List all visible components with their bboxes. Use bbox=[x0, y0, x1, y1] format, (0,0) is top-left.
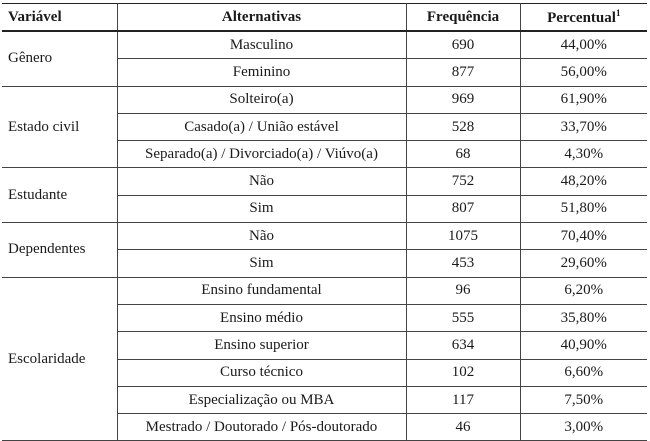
frequency-cell: 752 bbox=[406, 168, 520, 195]
frequency-cell: 634 bbox=[406, 332, 520, 359]
header-percentual-label: Percentual bbox=[547, 9, 616, 26]
frequency-cell: 453 bbox=[406, 250, 520, 277]
frequency-cell: 807 bbox=[406, 195, 520, 222]
alternative-cell: Separado(a) / Divorciado(a) / Viúvo(a) bbox=[117, 141, 406, 168]
header-frequencia: Frequência bbox=[406, 4, 520, 32]
table-body bbox=[2, 31, 647, 441]
data-table bbox=[2, 3, 647, 441]
alternative-cell: Ensino médio bbox=[117, 304, 406, 331]
percent-cell: 4,30% bbox=[520, 141, 647, 168]
alternative-cell: Não bbox=[117, 168, 406, 195]
percent-cell: 61,90% bbox=[520, 86, 647, 113]
percent-cell: 3,00% bbox=[520, 414, 647, 441]
header-percentual-note: 1 bbox=[615, 7, 621, 18]
alternative-cell: Sim bbox=[117, 195, 406, 222]
table-row bbox=[2, 223, 647, 250]
variable-cell: Escolaridade bbox=[2, 277, 117, 441]
percent-cell: 35,80% bbox=[520, 304, 647, 331]
variable-cell: Dependentes bbox=[2, 223, 117, 278]
alternative-cell: Solteiro(a) bbox=[117, 86, 406, 113]
alternative-cell: Sim bbox=[117, 250, 406, 277]
alternative-cell: Não bbox=[117, 223, 406, 250]
frequency-cell: 96 bbox=[406, 277, 520, 304]
percent-cell: 40,90% bbox=[520, 332, 647, 359]
frequency-cell: 68 bbox=[406, 141, 520, 168]
alternative-cell: Ensino fundamental bbox=[117, 277, 406, 304]
alternative-cell: Masculino bbox=[117, 31, 406, 59]
frequency-cell: 46 bbox=[406, 414, 520, 441]
percent-cell: 51,80% bbox=[520, 195, 647, 222]
table-row bbox=[2, 168, 647, 195]
variable-cell: Estudante bbox=[2, 168, 117, 223]
table-row bbox=[2, 277, 647, 304]
header-percentual bbox=[520, 4, 647, 32]
frequency-cell: 690 bbox=[406, 31, 520, 59]
alternative-cell: Mestrado / Doutorado / Pós-doutorado bbox=[117, 414, 406, 441]
header-row bbox=[2, 4, 647, 32]
frequency-cell: 555 bbox=[406, 304, 520, 331]
alternative-cell: Especialização ou MBA bbox=[117, 386, 406, 413]
alternative-cell: Feminino bbox=[117, 59, 406, 86]
table-row bbox=[2, 31, 647, 59]
percent-cell: 29,60% bbox=[520, 250, 647, 277]
frequency-cell: 117 bbox=[406, 386, 520, 413]
frequency-cell: 102 bbox=[406, 359, 520, 386]
frequency-cell: 1075 bbox=[406, 223, 520, 250]
percent-cell: 70,40% bbox=[520, 223, 647, 250]
header-variavel: Variável bbox=[2, 4, 117, 32]
variable-cell: Estado civil bbox=[2, 86, 117, 168]
percent-cell: 7,50% bbox=[520, 386, 647, 413]
percent-cell: 44,00% bbox=[520, 31, 647, 59]
table-container bbox=[2, 3, 647, 441]
percent-cell: 56,00% bbox=[520, 59, 647, 86]
frequency-cell: 969 bbox=[406, 86, 520, 113]
percent-cell: 6,60% bbox=[520, 359, 647, 386]
alternative-cell: Ensino superior bbox=[117, 332, 406, 359]
header-alternativas: Alternativas bbox=[117, 4, 406, 32]
alternative-cell: Curso técnico bbox=[117, 359, 406, 386]
percent-cell: 33,70% bbox=[520, 113, 647, 140]
percent-cell: 6,20% bbox=[520, 277, 647, 304]
frequency-cell: 528 bbox=[406, 113, 520, 140]
percent-cell: 48,20% bbox=[520, 168, 647, 195]
alternative-cell: Casado(a) / União estável bbox=[117, 113, 406, 140]
table-row bbox=[2, 86, 647, 113]
variable-cell: Gênero bbox=[2, 31, 117, 86]
frequency-cell: 877 bbox=[406, 59, 520, 86]
